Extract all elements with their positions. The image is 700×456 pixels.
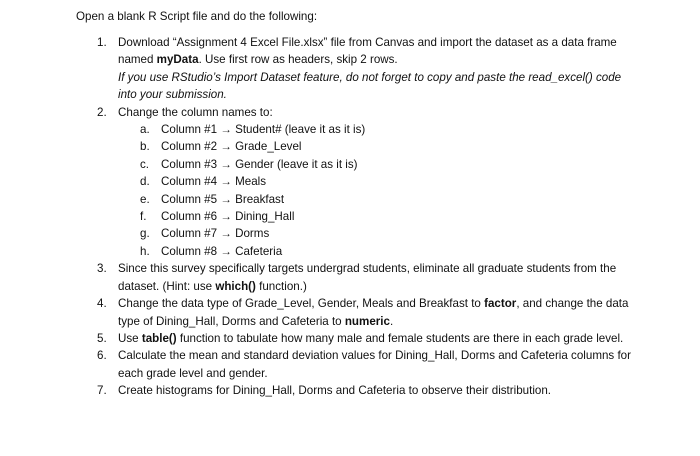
step-text: function.) [255,279,307,293]
step-7 [0,382,700,399]
step-bold: factor [484,297,517,311]
sub-item [118,156,638,173]
sub-text: Column #6 → Dining_Hall [161,210,295,224]
step-note: If you use RStudio’s Import Dataset feature, do not forget to copy and paste the read_excel() code into your submission. [118,70,622,102]
step-bold: which() [215,279,256,293]
sub-item [118,191,638,208]
step-bold: numeric [344,314,390,328]
sub-letter: g. [140,227,150,241]
sub-item [118,173,638,190]
step-text: Change the column names to: [118,105,273,119]
step-6 [0,347,700,382]
step-bold: myData [156,53,199,67]
step-text: . [389,314,394,328]
step-text: Since this survey specifically targets undergrad students, eliminate all graduate students from the dataset. (Hint: use [118,262,617,293]
sub-text: Column #2 → Grade_Level [161,140,302,154]
step-number: 1. [97,36,107,49]
sub-letter: d. [140,175,150,189]
step-5 [0,330,700,347]
sub-text: Column #1 → Student# (leave it as it is) [161,123,366,137]
sub-letter: e. [140,192,150,206]
sub-text: Column #3 → Gender (leave it as it is) [161,157,358,171]
column-rename-list [118,121,638,260]
step-text: Create histograms for Dining_Hall, Dorms and Cafeteria to observe their distribution. [118,384,552,398]
sub-item [118,208,638,225]
step-text: function to tabulate how many male and female students are there in each grade level. [176,331,624,345]
step-text: Change the data type of Grade_Level, Gender, Meals and Breakfast to [118,297,485,311]
step-text: , and change the data type of Dining_Hall, Dorms and Cafeteria to [118,297,629,328]
step-3 [0,260,700,295]
step-number: 7. [97,384,107,398]
sub-text: Column #7 → Dorms [161,227,270,241]
step-1 [0,34,700,104]
step-4 [0,295,700,330]
step-text: . Use first row as headers, skip 2 rows. [198,53,398,67]
step-bold: table() [141,331,177,345]
step-text: Calculate the mean and standard deviation values for Dining_Hall, Dorms and Cafeteria columns for each grade level and gender. [118,349,631,380]
sub-item [118,121,638,138]
sub-letter: b. [140,140,150,154]
sub-text: Column #4 → Meals [161,175,267,189]
sub-item [118,138,638,155]
intro-text: Open a blank R Script file and do the following: [76,10,318,23]
step-2 [0,104,700,261]
step-text: Use [118,331,142,345]
sub-letter: a. [140,123,150,137]
sub-letter: f. [140,210,147,224]
sub-letter: h. [140,244,150,258]
sub-item [118,243,638,260]
sub-text: Column #8 → Cafeteria [161,244,283,258]
instruction-list [0,34,700,400]
sub-text: Column #5 → Breakfast [161,192,285,206]
step-number: 2. [97,105,107,119]
sub-item [118,225,638,242]
step-text: Download “Assignment 4 Excel File.xlsx” file from Canvas and import the dataset as a data frame named [118,36,617,67]
step-number: 3. [97,262,107,276]
step-number: 6. [97,349,107,363]
sub-letter: c. [140,157,150,171]
step-number: 5. [97,331,107,345]
step-number: 4. [97,297,107,311]
